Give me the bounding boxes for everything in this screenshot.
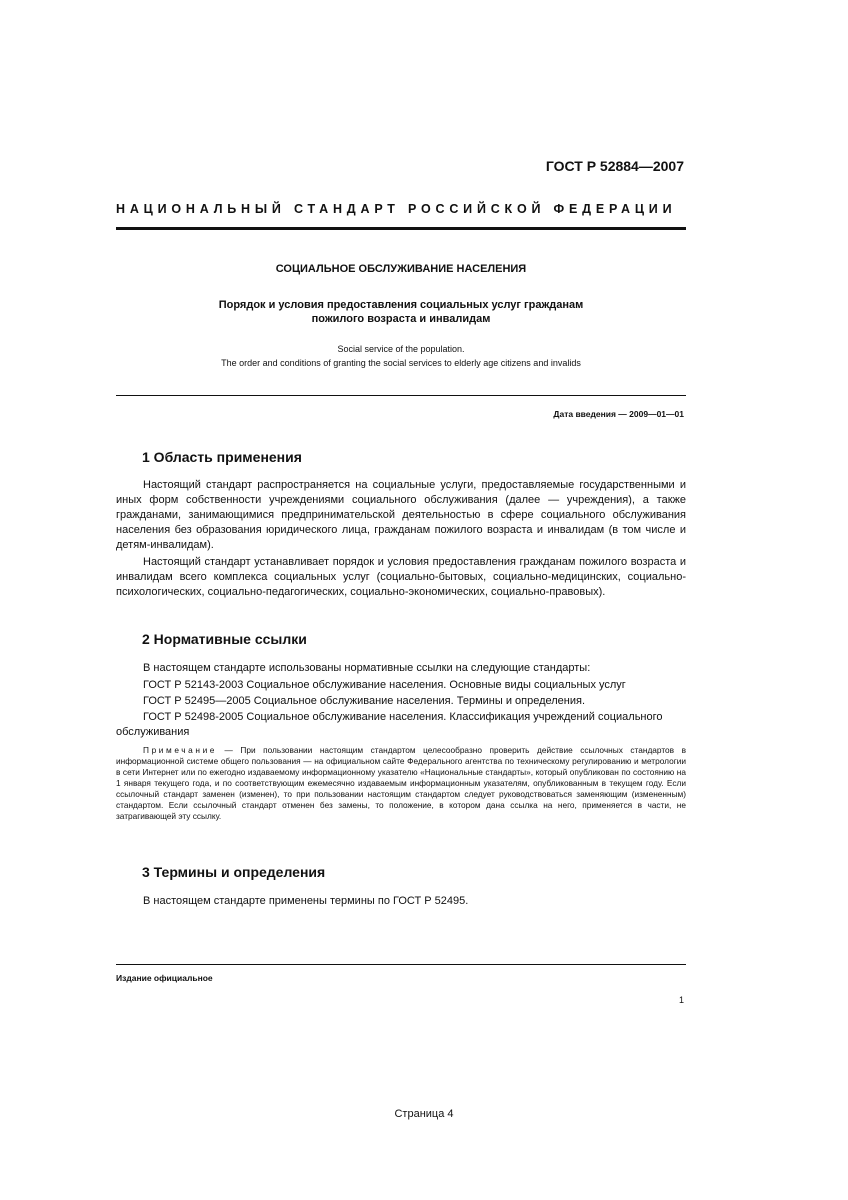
references-note (116, 745, 686, 822)
section-3-heading: 3 Термины и определения (142, 864, 326, 880)
header-rule (116, 227, 686, 230)
page-number: 1 (678, 995, 684, 1005)
national-standard-banner: НАЦИОНАЛЬНЫЙ СТАНДАРТ РОССИЙСКОЙ ФЕДЕРАЦИИ (116, 202, 677, 216)
footer-rule (116, 964, 686, 965)
section-1-heading: 1 Область применения (142, 449, 302, 465)
note-label: Примечание (143, 745, 218, 755)
references-intro: В настоящем стандарте использованы нормативные ссылки на следующие стандарты: (143, 662, 591, 674)
reference-item: ГОСТ Р 52143-2003 Социальное обслуживание населения. Основные виды социальных услуг (143, 679, 626, 691)
english-title-line-2: The order and conditions of granting the social services to elderly age citizens and invalids (221, 358, 581, 368)
note-text: — При пользовании настоящим стандартом целесообразно проверить действие ссылочных стандартов в информационной системе общего пользования — на официальном сайте Федерального агентства по техническому регулированию и метрологии в сети Интернет или по ежегодно издаваемому информационному указателю «Национальные стандарты», который опубликован по состоянию на 1 января текущего года, и по соответствующим ежемесячно издаваемым информационным указателям, опубликованным в текущем году. Если ссылочный стандарт заменен (изменен), то при пользовании настоящим стандартом следует руководствоваться заменяющим (измененным) стандартом. Если ссылочный стандарт отменен без замены, то положение, в котором дана ссылка на него, применяется в части, не затрагивающей эту ссылку. (116, 745, 686, 821)
document-code: ГОСТ Р 52884—2007 (545, 158, 684, 174)
section-1-paragraph-1: Настоящий стандарт распространяется на социальные услуги, предоставляемые государственными и иных форм собственности учреждениями социального обслуживания (далее — учреждения), а также гражданами, занимающимися предпринимательской деятельностью в сфере социального обслуживания населения без образования юридического лица, гражданам пожилого возраста и инвалидам (в том числе и детям-инвалидам). (116, 479, 686, 551)
english-title (116, 342, 686, 370)
viewer-page-label: Страница 4 (394, 1108, 454, 1120)
document-subtitle (116, 298, 686, 326)
section-3-paragraph-1: В настоящем стандарте применены термины по ГОСТ Р 52495. (143, 895, 469, 907)
subtitle-line-2: пожилого возраста и инвалидам (311, 313, 491, 325)
section-2-heading: 2 Нормативные ссылки (142, 631, 307, 647)
edition-label: Издание официальное (116, 973, 213, 983)
subtitle-line-1: Порядок и условия предоставления социальных услуг гражданам (218, 299, 584, 311)
reference-item: ГОСТ Р 52495—2005 Социальное обслуживание населения. Термины и определения. (143, 695, 586, 707)
reference-item: ГОСТ Р 52498-2005 Социальное обслуживание населения. Классификация учреждений социального обслуживания (116, 711, 663, 738)
english-title-line-1: Social service of the population. (337, 344, 465, 354)
introduction-date: Дата введения — 2009—01—01 (553, 409, 684, 419)
document-title: СОЦИАЛЬНОЕ ОБСЛУЖИВАНИЕ НАСЕЛЕНИЯ (275, 263, 527, 275)
title-rule (116, 395, 686, 396)
section-1-paragraph-2: Настоящий стандарт устанавливает порядок и условия предоставления гражданам пожилого возраста и инвалидам всего комплекса социальных услуг (социально-бытовых, социально-медицинских, социально-психологических, социально-педагогических, социально-экономических, социально-правовых). (116, 556, 686, 598)
